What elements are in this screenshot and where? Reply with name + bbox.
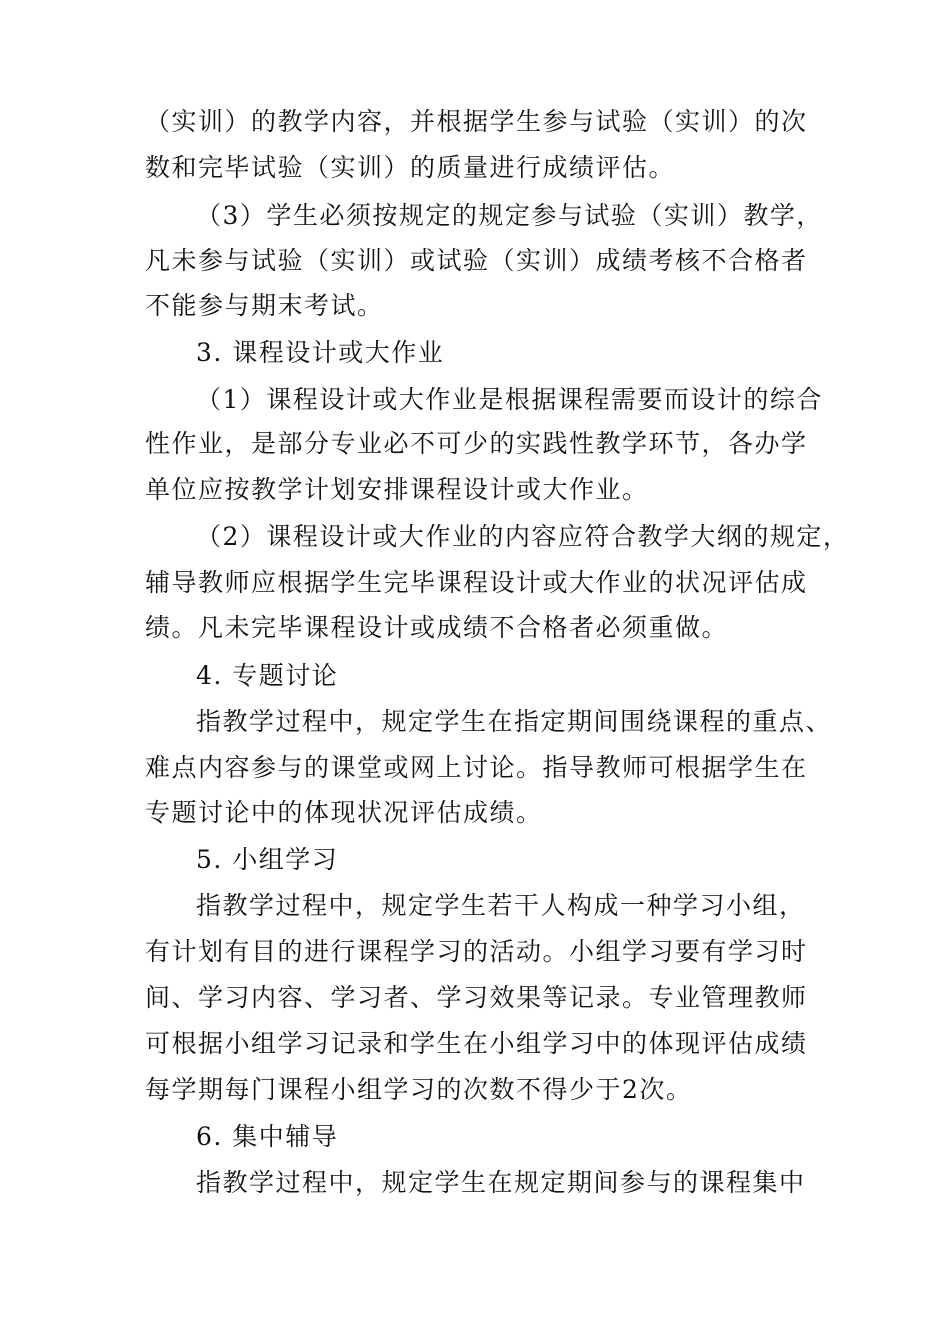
paragraph-line: （3）学生必须按规定的规定参与试验（实训）教学， bbox=[196, 201, 823, 230]
section-heading: 3. 课程设计或大作业 bbox=[196, 338, 445, 367]
paragraph-line: 可根据小组学习记录和学生在小组学习中的体现评估成绩 bbox=[145, 1029, 808, 1058]
paragraph-line: 指教学过程中，规定学生在指定期间围绕课程的重点、 bbox=[196, 707, 833, 736]
paragraph-line: （2）课程设计或大作业的内容应符合教学大纲的规定， bbox=[196, 522, 850, 551]
paragraph-line: （1）课程设计或大作业是根据课程需要而设计的综合 bbox=[196, 385, 823, 414]
paragraph-line: 指教学过程中，规定学生在规定期间参与的课程集中 bbox=[196, 1168, 806, 1197]
section-heading: 6. 集中辅导 bbox=[196, 1122, 339, 1151]
section-heading: 4. 专题讨论 bbox=[196, 661, 339, 690]
paragraph-line: 有计划有目的进行课程学习的活动。小组学习要有学习时 bbox=[145, 937, 808, 966]
paragraph-line: 辅导教师应根据学生完毕课程设计或大作业的状况评估成 bbox=[145, 568, 808, 597]
paragraph-line: 间、学习内容、学习者、学习效果等记录。专业管理教师 bbox=[145, 983, 808, 1012]
paragraph-line: 专题讨论中的体现状况评估成绩。 bbox=[145, 798, 543, 827]
paragraph-line: 难点内容参与的课堂或网上讨论。指导教师可根据学生在 bbox=[145, 753, 808, 782]
paragraph-line: （实训）的教学内容，并根据学生参与试验（实训）的次 bbox=[145, 107, 808, 136]
paragraph-line: 性作业，是部分专业必不可少的实践性教学环节，各办学 bbox=[145, 429, 808, 458]
paragraph-line: 不能参与期末考试。 bbox=[145, 291, 384, 320]
paragraph-line: 指教学过程中，规定学生若干人构成一种学习小组， bbox=[196, 891, 806, 920]
paragraph-line: 凡未参与试验（实训）或试验（实训）成绩考核不合格者 bbox=[145, 246, 808, 275]
paragraph-line: 数和完毕试验（实训）的质量进行成绩评估。 bbox=[145, 153, 676, 182]
section-heading: 5. 小组学习 bbox=[196, 845, 339, 874]
paragraph-line: 每学期每门课程小组学习的次数不得少于2次。 bbox=[145, 1075, 693, 1104]
paragraph-line: 绩。凡未完毕课程设计或成绩不合格者必须重做。 bbox=[145, 613, 729, 642]
paragraph-line: 单位应按教学计划安排课程设计或大作业。 bbox=[145, 475, 649, 504]
